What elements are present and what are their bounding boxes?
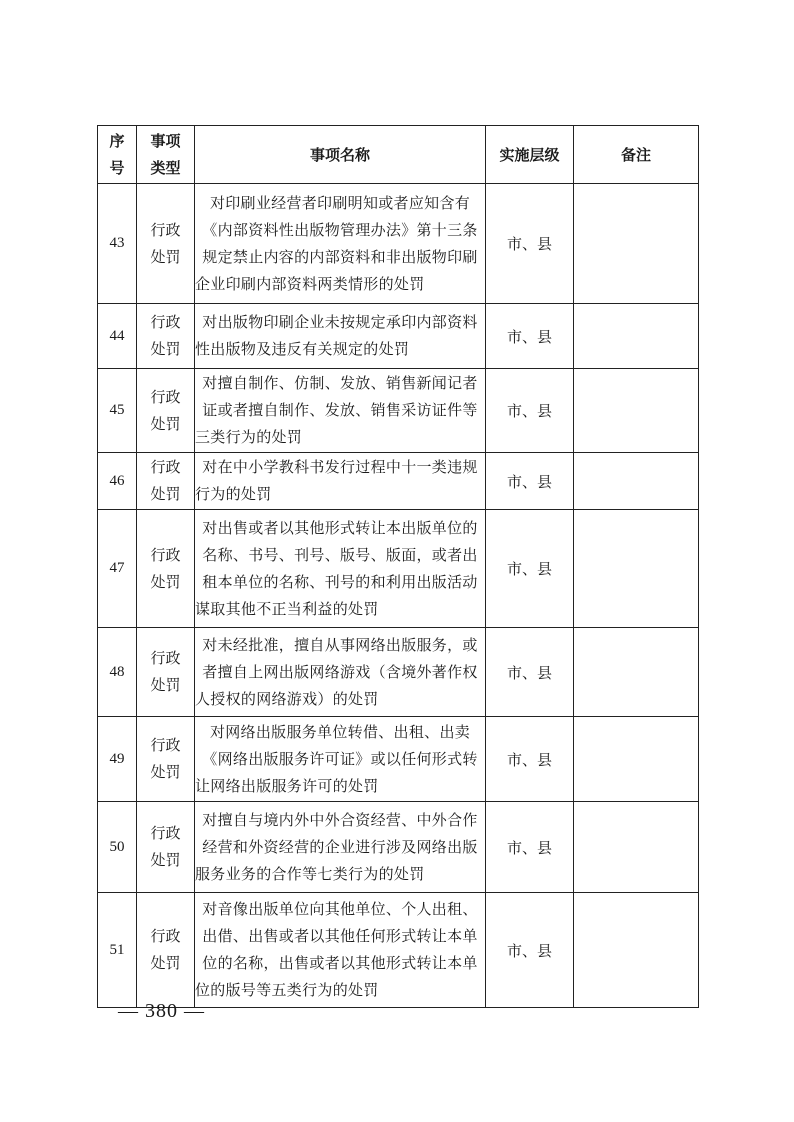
row-serial-number: 47 [98, 510, 137, 628]
row-remarks [574, 628, 699, 717]
header-item-name: 事项名称 [195, 126, 486, 184]
table-row [98, 304, 699, 369]
row-remarks [574, 369, 699, 453]
row-implementation-level: 市、县 [486, 453, 574, 510]
row-serial-number: 45 [98, 369, 137, 453]
table-row [98, 510, 699, 628]
row-remarks [574, 717, 699, 802]
header-remarks: 备注 [574, 126, 699, 184]
row-remarks [574, 304, 699, 369]
row-item-name: 对出版物印刷企业未按规定承印内部资料性出版物及违反有关规定的处罚 [195, 304, 486, 369]
table-row [98, 628, 699, 717]
table-row [98, 717, 699, 802]
row-remarks [574, 893, 699, 1008]
row-item-type: 行政 处罚 [137, 510, 195, 628]
row-remarks [574, 510, 699, 628]
row-implementation-level: 市、县 [486, 628, 574, 717]
row-serial-number: 48 [98, 628, 137, 717]
table-row [98, 893, 699, 1008]
row-serial-number: 49 [98, 717, 137, 802]
header-implementation-level: 实施层级 [486, 126, 574, 184]
row-serial-number: 51 [98, 893, 137, 1008]
row-implementation-level: 市、县 [486, 510, 574, 628]
row-implementation-level: 市、县 [486, 802, 574, 893]
matters-table [97, 125, 699, 1008]
row-item-type: 行政 处罚 [137, 717, 195, 802]
table-row [98, 802, 699, 893]
row-serial-number: 50 [98, 802, 137, 893]
row-implementation-level: 市、县 [486, 184, 574, 304]
row-serial-number: 43 [98, 184, 137, 304]
row-serial-number: 46 [98, 453, 137, 510]
row-item-name: 对擅自制作、仿制、发放、销售新闻记者证或者擅自制作、发放、销售采访证件等三类行为的处罚 [195, 369, 486, 453]
row-item-name: 对擅自与境内外中外合资经营、中外合作经营和外资经营的企业进行涉及网络出版服务业务的合作等七类行为的处罚 [195, 802, 486, 893]
row-implementation-level: 市、县 [486, 304, 574, 369]
row-item-type: 行政 处罚 [137, 304, 195, 369]
row-serial-number: 44 [98, 304, 137, 369]
row-item-type: 行政 处罚 [137, 453, 195, 510]
row-implementation-level: 市、县 [486, 369, 574, 453]
row-item-name: 对印刷业经营者印刷明知或者应知含有《内部资料性出版物管理办法》第十三条规定禁止内容的内部资料和非出版物印刷企业印刷内部资料两类情形的处罚 [195, 184, 486, 304]
row-item-type: 行政 处罚 [137, 369, 195, 453]
row-remarks [574, 453, 699, 510]
row-item-type: 行政 处罚 [137, 802, 195, 893]
page-number: — 380 — [118, 1000, 205, 1022]
row-item-type: 行政 处罚 [137, 628, 195, 717]
row-remarks [574, 184, 699, 304]
row-item-name: 对未经批准，擅自从事网络出版服务，或者擅自上网出版网络游戏（含境外著作权人授权的网络游戏）的处罚 [195, 628, 486, 717]
row-item-name: 对网络出版服务单位转借、出租、出卖《网络出版服务许可证》或以任何形式转让网络出版服务许可的处罚 [195, 717, 486, 802]
table-row [98, 184, 699, 304]
row-item-type: 行政 处罚 [137, 184, 195, 304]
row-item-type: 行政 处罚 [137, 893, 195, 1008]
row-implementation-level: 市、县 [486, 717, 574, 802]
table-row [98, 453, 699, 510]
header-item-type: 事项 类型 [137, 126, 195, 184]
row-implementation-level: 市、县 [486, 893, 574, 1008]
row-remarks [574, 802, 699, 893]
row-item-name: 对音像出版单位向其他单位、个人出租、出借、出售或者以其他任何形式转让本单位的名称，出售或者以其他形式转让本单位的版号等五类行为的处罚 [195, 893, 486, 1008]
header-serial-number: 序 号 [98, 126, 137, 184]
row-item-name: 对在中小学教科书发行过程中十一类违规行为的处罚 [195, 453, 486, 510]
table-header-row [98, 126, 699, 184]
row-item-name: 对出售或者以其他形式转让本出版单位的名称、书号、刊号、版号、版面，或者出租本单位的名称、刊号的和利用出版活动谋取其他不正当利益的处罚 [195, 510, 486, 628]
table-row [98, 369, 699, 453]
